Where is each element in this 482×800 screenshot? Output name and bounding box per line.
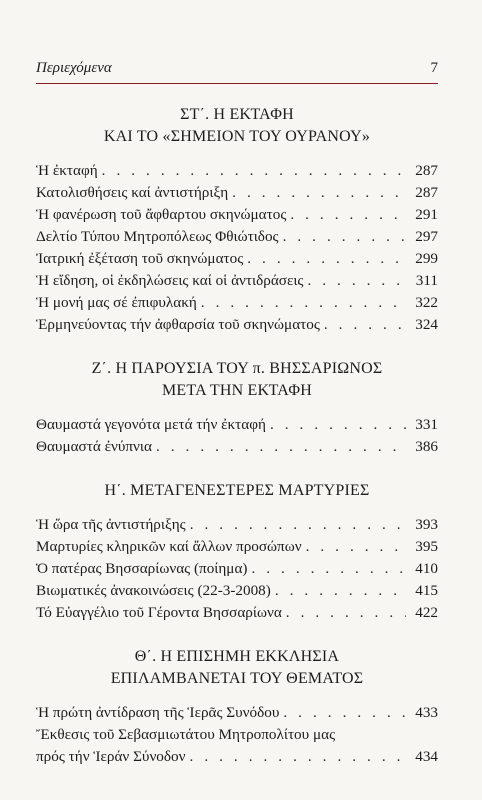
toc-entry-page: 393 xyxy=(415,516,438,533)
toc-entry-title-continued: πρός τήν Ἱεράν Σύνοδον xyxy=(36,748,186,765)
toc-entry-title: Ὁ πατέρας Βησσαρίωνας (ποίημα) xyxy=(36,560,248,577)
toc-entry-page: 297 xyxy=(415,228,438,245)
toc-entry-title: Ἑρμηνεύοντας τήν ἀφθαρσία τοῦ σκηνώματος xyxy=(36,316,320,333)
toc-entry-title: Βιωματικές ἀνακοινώσεις (22-3-2008) xyxy=(36,582,271,599)
toc-entry xyxy=(36,702,438,724)
toc-entry-title: Θαυμαστά γεγονότα μετά τήν ἐκταφή xyxy=(36,416,266,433)
toc-entry xyxy=(36,602,438,624)
toc-entry-page: 299 xyxy=(415,250,438,267)
toc-entry xyxy=(36,314,438,336)
toc-entry-page: 311 xyxy=(415,272,438,289)
section-heading xyxy=(36,104,438,148)
section-heading-line: ΣΤ΄. Η ΕΚΤΑΦΗ xyxy=(180,106,294,123)
toc-entry xyxy=(36,204,438,226)
toc-entry-page: 324 xyxy=(415,316,438,333)
toc-entry-title: Κατολισθήσεις καί ἀντιστήριξη xyxy=(36,184,229,201)
toc-section xyxy=(36,646,438,768)
dot-leader xyxy=(232,182,406,204)
toc-entry-title: Δελτίο Τύπου Μητροπόλεως Φθιώτιδος xyxy=(36,228,279,245)
toc-entry-page: 331 xyxy=(415,416,438,433)
section-heading-line: Η΄. ΜΕΤΑΓΕΝΕΣΤΕΡΕΣ ΜΑΡΤΥΡΙΕΣ xyxy=(104,482,370,499)
toc-entry-page: 291 xyxy=(415,206,438,223)
toc-entry-title: Ἔκθεσις τοῦ Σεβασμιωτάτου Μητροπολίτου μας xyxy=(36,726,336,743)
toc-entry xyxy=(36,292,438,314)
toc-entry-title: Θαυμαστά ἐνύπνια xyxy=(36,438,152,455)
dot-leader xyxy=(102,160,406,182)
dot-leader xyxy=(290,204,406,226)
page-number: 7 xyxy=(430,60,438,76)
toc-entry xyxy=(36,436,438,458)
dot-leader xyxy=(275,580,406,602)
toc-entry-page: 386 xyxy=(415,438,438,455)
toc-entry xyxy=(36,226,438,248)
section-heading-line: Θ΄. Η ΕΠΙΣΗΜΗ ΕΚΚΛΗΣΙΑ xyxy=(134,648,340,665)
toc-section xyxy=(36,480,438,624)
toc-entry-title: Ἡ ὥρα τῆς ἀντιστήριξης xyxy=(36,516,186,533)
toc-entry xyxy=(36,414,438,436)
toc-entry-page: 410 xyxy=(415,560,438,577)
toc-entry-title: Ἡ πρώτη ἀντίδραση τῆς Ἱερᾶς Συνόδου xyxy=(36,704,280,721)
toc-entry-page: 434 xyxy=(415,748,438,765)
toc-entry xyxy=(36,724,438,768)
dot-leader xyxy=(156,436,406,458)
dot-leader xyxy=(286,602,406,624)
toc-entry xyxy=(36,536,438,558)
running-head-title: Περιεχόμενα xyxy=(36,60,112,76)
section-heading xyxy=(36,480,438,502)
toc-entry xyxy=(36,580,438,602)
toc-entry xyxy=(36,160,438,182)
running-head xyxy=(36,60,438,77)
toc-entry-page: 415 xyxy=(415,582,438,599)
toc-entry-page: 395 xyxy=(415,538,438,555)
toc-entry-page: 287 xyxy=(415,184,438,201)
dot-leader xyxy=(247,248,406,270)
toc-entry xyxy=(36,270,438,292)
toc-entry-title: Ἡ ἐκταφή xyxy=(36,162,98,179)
toc-entry xyxy=(36,514,438,536)
toc-entry xyxy=(36,558,438,580)
dot-leader xyxy=(270,414,406,436)
section-heading xyxy=(36,646,438,690)
toc-entry-title: Μαρτυρίες κληρικῶν καί ἄλλων προσώπων xyxy=(36,538,302,555)
dot-leader xyxy=(201,292,406,314)
toc-entry-title: Ἡ εἴδηση, οἱ ἐκδηλώσεις καί οἱ ἀντιδράσεις xyxy=(36,272,304,289)
toc-entry-title: Τό Εὐαγγέλιο τοῦ Γέροντα Βησσαρίωνα xyxy=(36,604,282,621)
toc-entry-title: Ἡ φανέρωση τοῦ ἄφθαρτου σκηνώματος xyxy=(36,206,287,223)
section-heading-line: ΕΠΙΛΑΜΒΑΝΕΤΑΙ ΤΟΥ ΘΕΜΑΤΟΣ xyxy=(110,670,364,687)
dot-leader xyxy=(283,702,406,724)
section-heading-line: ΚΑΙ ΤΟ «ΣΗΜΕΙΟΝ ΤΟΥ ΟΥΡΑΝΟΥ» xyxy=(103,128,371,145)
dot-leader xyxy=(307,270,406,292)
dot-leader xyxy=(190,514,406,536)
toc-entry-page: 422 xyxy=(415,604,438,621)
dot-leader xyxy=(251,558,406,580)
toc-entry-title: Ἰατρική ἐξέταση τοῦ σκηνώματος xyxy=(36,250,244,267)
section-heading-line: ΜΕΤΑ ΤΗΝ ΕΚΤΑΦΗ xyxy=(161,382,313,399)
table-of-contents xyxy=(36,104,438,790)
toc-section xyxy=(36,104,438,336)
toc-entry-page: 322 xyxy=(415,294,438,311)
dot-leader xyxy=(306,536,406,558)
toc-entry xyxy=(36,248,438,270)
toc-entry-title: Ἡ μονή μας σέ ἐπιφυλακή xyxy=(36,294,197,311)
section-heading xyxy=(36,358,438,402)
dot-leader xyxy=(190,746,406,768)
toc-entry-continuation xyxy=(36,746,438,768)
dot-leader xyxy=(324,314,406,336)
toc-entry-page: 287 xyxy=(415,162,438,179)
toc-entry-page: 433 xyxy=(415,704,438,721)
dot-leader xyxy=(283,226,406,248)
section-heading-line: Ζ΄. Η ΠΑΡΟΥΣΙΑ ΤΟΥ π. ΒΗΣΣΑΡΙΩΝΟΣ xyxy=(91,360,383,377)
header-rule xyxy=(36,83,438,84)
toc-section xyxy=(36,358,438,458)
toc-entry xyxy=(36,182,438,204)
